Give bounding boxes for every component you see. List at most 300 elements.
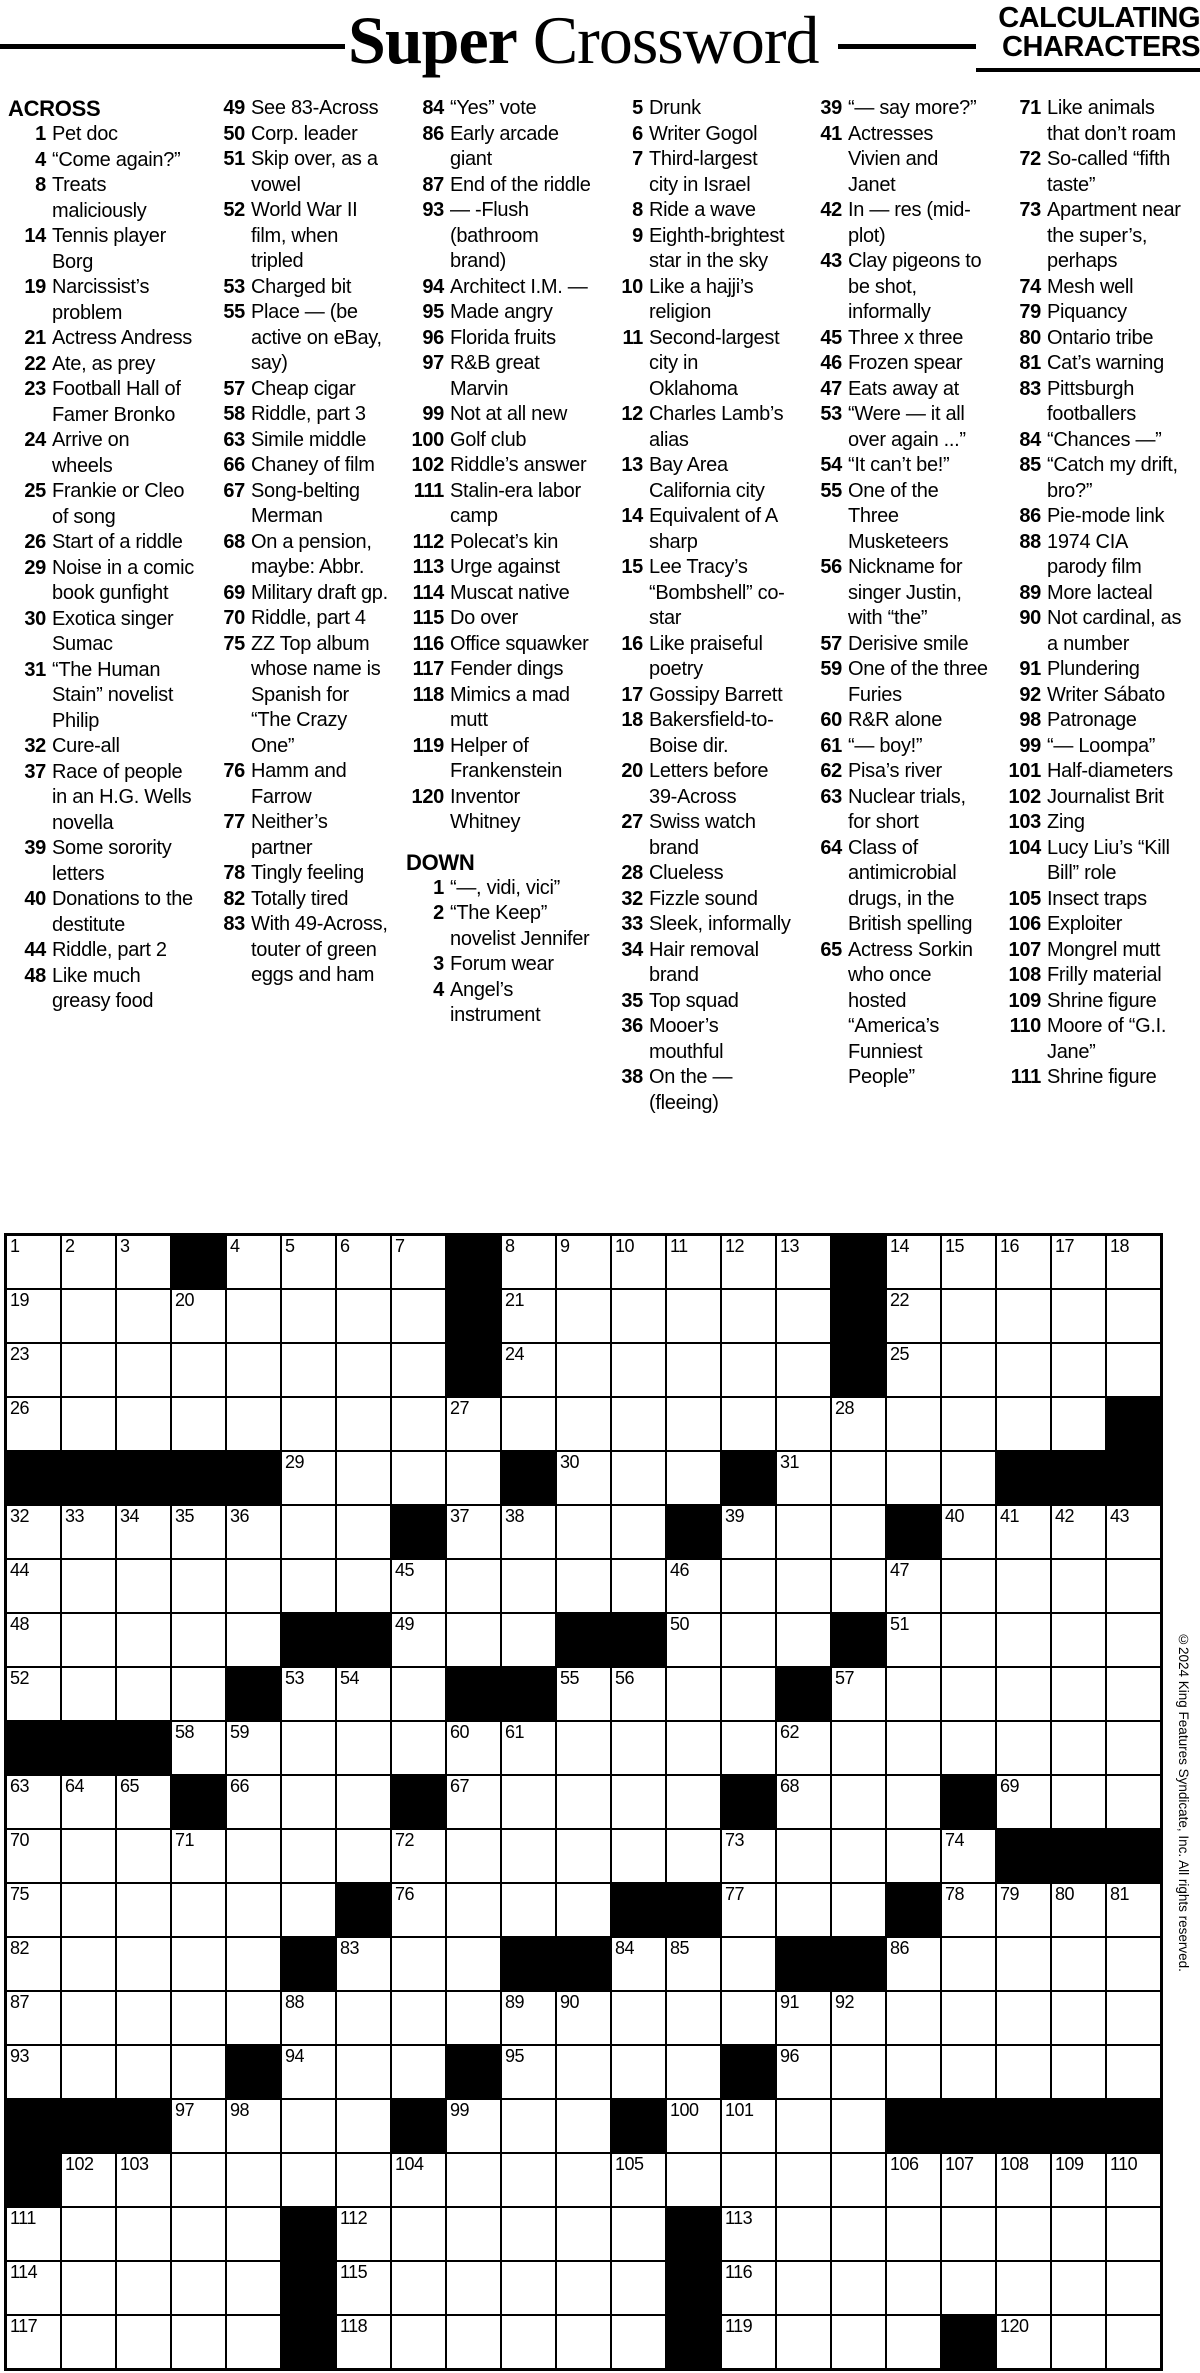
grid-cell[interactable] [941, 1343, 996, 1397]
grid-cell[interactable] [501, 2099, 556, 2153]
grid-cell[interactable] [446, 1397, 501, 1451]
grid-cell[interactable] [336, 2153, 391, 2207]
grid-cell[interactable] [886, 2153, 941, 2207]
grid-cell[interactable] [556, 2261, 611, 2315]
grid-cell[interactable] [501, 2207, 556, 2261]
grid-cell[interactable] [611, 1775, 666, 1829]
grid-cell[interactable] [281, 1883, 336, 1937]
grid-cell[interactable] [721, 1235, 776, 1289]
grid-cell[interactable] [61, 1559, 116, 1613]
grid-cell[interactable] [1106, 1721, 1161, 1775]
grid-cell[interactable] [116, 2153, 171, 2207]
grid-cell[interactable] [281, 1505, 336, 1559]
grid-cell[interactable] [61, 1343, 116, 1397]
grid-cell[interactable] [941, 1289, 996, 1343]
grid-cell[interactable] [721, 2315, 776, 2369]
grid-cell[interactable] [116, 1937, 171, 1991]
grid-cell[interactable] [61, 1883, 116, 1937]
grid-cell[interactable] [281, 1721, 336, 1775]
grid-cell[interactable] [996, 1343, 1051, 1397]
grid-cell[interactable] [556, 1397, 611, 1451]
grid-cell[interactable] [831, 1775, 886, 1829]
grid-cell[interactable] [611, 1937, 666, 1991]
grid-cell[interactable] [391, 1667, 446, 1721]
grid-cell[interactable] [391, 1559, 446, 1613]
grid-cell[interactable] [1106, 1883, 1161, 1937]
grid-cell[interactable] [1106, 1991, 1161, 2045]
grid-cell[interactable] [831, 2207, 886, 2261]
grid-cell[interactable] [831, 1883, 886, 1937]
grid-cell[interactable] [61, 1667, 116, 1721]
grid-cell[interactable] [1106, 2261, 1161, 2315]
grid-cell[interactable] [281, 1559, 336, 1613]
grid-cell[interactable] [1051, 1235, 1106, 1289]
grid-cell[interactable] [336, 1235, 391, 1289]
grid-cell[interactable] [556, 1451, 611, 1505]
grid-cell[interactable] [336, 1343, 391, 1397]
grid-cell[interactable] [116, 1235, 171, 1289]
grid-cell[interactable] [116, 2261, 171, 2315]
grid-cell[interactable] [1106, 1775, 1161, 1829]
grid-cell[interactable] [1051, 2045, 1106, 2099]
grid-cell[interactable] [886, 2261, 941, 2315]
grid-cell[interactable] [831, 2099, 886, 2153]
grid-cell[interactable] [556, 1721, 611, 1775]
grid-cell[interactable] [116, 1505, 171, 1559]
grid-cell[interactable] [666, 1721, 721, 1775]
grid-cell[interactable] [6, 1937, 61, 1991]
grid-cell[interactable] [171, 1397, 226, 1451]
grid-cell[interactable] [996, 2207, 1051, 2261]
grid-cell[interactable] [721, 1991, 776, 2045]
grid-cell[interactable] [446, 1937, 501, 1991]
grid-cell[interactable] [391, 1397, 446, 1451]
grid-cell[interactable] [116, 1991, 171, 2045]
grid-cell[interactable] [556, 1775, 611, 1829]
grid-cell[interactable] [501, 1991, 556, 2045]
grid-cell[interactable] [116, 2207, 171, 2261]
grid-cell[interactable] [171, 1829, 226, 1883]
grid-cell[interactable] [996, 1397, 1051, 1451]
grid-cell[interactable] [886, 2045, 941, 2099]
grid-cell[interactable] [996, 1937, 1051, 1991]
grid-cell[interactable] [776, 1613, 831, 1667]
grid-cell[interactable] [281, 1397, 336, 1451]
grid-cell[interactable] [831, 1505, 886, 1559]
grid-cell[interactable] [1051, 2315, 1106, 2369]
grid-cell[interactable] [611, 2153, 666, 2207]
grid-cell[interactable] [1051, 2153, 1106, 2207]
grid-cell[interactable] [446, 2099, 501, 2153]
grid-cell[interactable] [721, 2261, 776, 2315]
grid-cell[interactable] [776, 1451, 831, 1505]
grid-cell[interactable] [776, 1235, 831, 1289]
grid-cell[interactable] [941, 1721, 996, 1775]
grid-cell[interactable] [336, 1775, 391, 1829]
grid-cell[interactable] [336, 1667, 391, 1721]
grid-cell[interactable] [886, 1667, 941, 1721]
grid-cell[interactable] [391, 1883, 446, 1937]
grid-cell[interactable] [116, 1613, 171, 1667]
grid-cell[interactable] [391, 1289, 446, 1343]
grid-cell[interactable] [941, 2153, 996, 2207]
grid-cell[interactable] [721, 1343, 776, 1397]
grid-cell[interactable] [391, 1991, 446, 2045]
grid-cell[interactable] [226, 1721, 281, 1775]
grid-cell[interactable] [336, 1937, 391, 1991]
grid-cell[interactable] [1051, 1397, 1106, 1451]
grid-cell[interactable] [996, 1721, 1051, 1775]
grid-cell[interactable] [721, 1397, 776, 1451]
grid-cell[interactable] [611, 1829, 666, 1883]
grid-cell[interactable] [886, 2315, 941, 2369]
grid-cell[interactable] [501, 1505, 556, 1559]
grid-cell[interactable] [1106, 2153, 1161, 2207]
grid-cell[interactable] [556, 1505, 611, 1559]
grid-cell[interactable] [611, 1451, 666, 1505]
grid-cell[interactable] [6, 1397, 61, 1451]
grid-cell[interactable] [1106, 1559, 1161, 1613]
grid-cell[interactable] [666, 1829, 721, 1883]
grid-cell[interactable] [446, 2153, 501, 2207]
grid-cell[interactable] [281, 1289, 336, 1343]
grid-cell[interactable] [776, 2315, 831, 2369]
grid-cell[interactable] [611, 1505, 666, 1559]
grid-cell[interactable] [6, 1883, 61, 1937]
grid-cell[interactable] [391, 1721, 446, 1775]
grid-cell[interactable] [886, 1559, 941, 1613]
grid-cell[interactable] [556, 1883, 611, 1937]
grid-cell[interactable] [116, 1775, 171, 1829]
grid-cell[interactable] [886, 1829, 941, 1883]
grid-cell[interactable] [446, 1883, 501, 1937]
grid-cell[interactable] [501, 2045, 556, 2099]
grid-cell[interactable] [6, 2207, 61, 2261]
grid-cell[interactable] [281, 2099, 336, 2153]
grid-cell[interactable] [721, 1505, 776, 1559]
grid-cell[interactable] [996, 1559, 1051, 1613]
grid-cell[interactable] [226, 1775, 281, 1829]
grid-cell[interactable] [6, 2261, 61, 2315]
grid-cell[interactable] [556, 2153, 611, 2207]
grid-cell[interactable] [61, 2045, 116, 2099]
grid-cell[interactable] [226, 1613, 281, 1667]
grid-cell[interactable] [226, 1289, 281, 1343]
grid-cell[interactable] [721, 2153, 776, 2207]
grid-cell[interactable] [61, 1937, 116, 1991]
grid-cell[interactable] [556, 2315, 611, 2369]
grid-cell[interactable] [1106, 1343, 1161, 1397]
grid-cell[interactable] [501, 2153, 556, 2207]
grid-cell[interactable] [61, 1505, 116, 1559]
grid-cell[interactable] [886, 1937, 941, 1991]
grid-cell[interactable] [611, 1667, 666, 1721]
grid-cell[interactable] [336, 1721, 391, 1775]
grid-cell[interactable] [171, 2315, 226, 2369]
grid-cell[interactable] [226, 2099, 281, 2153]
grid-cell[interactable] [61, 1613, 116, 1667]
grid-cell[interactable] [666, 1613, 721, 1667]
grid-cell[interactable] [171, 1667, 226, 1721]
grid-cell[interactable] [171, 1613, 226, 1667]
grid-cell[interactable] [116, 2045, 171, 2099]
grid-cell[interactable] [501, 1775, 556, 1829]
grid-cell[interactable] [116, 1667, 171, 1721]
grid-cell[interactable] [666, 1451, 721, 1505]
grid-cell[interactable] [226, 2153, 281, 2207]
grid-cell[interactable] [941, 1613, 996, 1667]
grid-cell[interactable] [776, 1721, 831, 1775]
grid-cell[interactable] [501, 2315, 556, 2369]
grid-cell[interactable] [831, 1829, 886, 1883]
grid-cell[interactable] [776, 2099, 831, 2153]
grid-cell[interactable] [556, 1829, 611, 1883]
grid-cell[interactable] [886, 1451, 941, 1505]
grid-cell[interactable] [941, 1397, 996, 1451]
grid-cell[interactable] [996, 2261, 1051, 2315]
grid-cell[interactable] [776, 2153, 831, 2207]
grid-cell[interactable] [666, 1343, 721, 1397]
grid-cell[interactable] [501, 1397, 556, 1451]
grid-cell[interactable] [116, 1829, 171, 1883]
grid-cell[interactable] [941, 1451, 996, 1505]
grid-cell[interactable] [226, 1883, 281, 1937]
grid-cell[interactable] [61, 1289, 116, 1343]
grid-cell[interactable] [666, 1397, 721, 1451]
grid-cell[interactable] [281, 1667, 336, 1721]
grid-cell[interactable] [391, 1451, 446, 1505]
grid-cell[interactable] [1106, 2045, 1161, 2099]
grid-cell[interactable] [1051, 1991, 1106, 2045]
grid-cell[interactable] [1106, 1235, 1161, 1289]
grid-cell[interactable] [336, 1505, 391, 1559]
grid-cell[interactable] [996, 1667, 1051, 1721]
grid-cell[interactable] [611, 2045, 666, 2099]
grid-cell[interactable] [941, 2207, 996, 2261]
grid-cell[interactable] [446, 1613, 501, 1667]
grid-cell[interactable] [996, 1289, 1051, 1343]
grid-cell[interactable] [941, 1235, 996, 1289]
grid-cell[interactable] [721, 1829, 776, 1883]
grid-cell[interactable] [391, 1937, 446, 1991]
grid-cell[interactable] [941, 1505, 996, 1559]
grid-cell[interactable] [226, 1235, 281, 1289]
grid-cell[interactable] [281, 1451, 336, 1505]
grid-cell[interactable] [776, 1343, 831, 1397]
grid-cell[interactable] [721, 1721, 776, 1775]
grid-cell[interactable] [336, 1289, 391, 1343]
grid-cell[interactable] [1051, 1613, 1106, 1667]
grid-cell[interactable] [171, 2261, 226, 2315]
grid-cell[interactable] [776, 1775, 831, 1829]
grid-cell[interactable] [831, 1451, 886, 1505]
grid-cell[interactable] [1051, 1775, 1106, 1829]
grid-cell[interactable] [831, 2261, 886, 2315]
grid-cell[interactable] [941, 1991, 996, 2045]
grid-cell[interactable] [226, 1937, 281, 1991]
grid-cell[interactable] [116, 1559, 171, 1613]
grid-cell[interactable] [611, 1991, 666, 2045]
grid-cell[interactable] [171, 2045, 226, 2099]
grid-cell[interactable] [556, 1667, 611, 1721]
grid-cell[interactable] [941, 1667, 996, 1721]
grid-cell[interactable] [556, 1343, 611, 1397]
grid-cell[interactable] [116, 1397, 171, 1451]
grid-cell[interactable] [171, 2153, 226, 2207]
grid-cell[interactable] [446, 1829, 501, 1883]
grid-cell[interactable] [776, 1505, 831, 1559]
grid-cell[interactable] [556, 1289, 611, 1343]
grid-cell[interactable] [61, 1397, 116, 1451]
grid-cell[interactable] [446, 2315, 501, 2369]
grid-cell[interactable] [446, 2207, 501, 2261]
grid-cell[interactable] [391, 1235, 446, 1289]
grid-cell[interactable] [281, 1343, 336, 1397]
grid-cell[interactable] [61, 1775, 116, 1829]
grid-cell[interactable] [996, 1991, 1051, 2045]
grid-cell[interactable] [116, 2315, 171, 2369]
grid-cell[interactable] [1106, 1505, 1161, 1559]
grid-cell[interactable] [886, 1721, 941, 1775]
grid-cell[interactable] [831, 1559, 886, 1613]
grid-cell[interactable] [666, 1667, 721, 1721]
grid-cell[interactable] [391, 2261, 446, 2315]
grid-cell[interactable] [721, 1937, 776, 1991]
grid-cell[interactable] [831, 1397, 886, 1451]
grid-cell[interactable] [776, 1397, 831, 1451]
grid-cell[interactable] [1051, 2207, 1106, 2261]
grid-cell[interactable] [6, 1991, 61, 2045]
grid-cell[interactable] [666, 2045, 721, 2099]
grid-cell[interactable] [556, 1559, 611, 1613]
grid-cell[interactable] [171, 1937, 226, 1991]
grid-cell[interactable] [611, 1343, 666, 1397]
grid-cell[interactable] [556, 2207, 611, 2261]
grid-cell[interactable] [1051, 1937, 1106, 1991]
grid-cell[interactable] [171, 1343, 226, 1397]
grid-cell[interactable] [776, 1883, 831, 1937]
grid-cell[interactable] [721, 2207, 776, 2261]
grid-cell[interactable] [831, 1991, 886, 2045]
grid-cell[interactable] [336, 2207, 391, 2261]
grid-cell[interactable] [336, 1397, 391, 1451]
grid-cell[interactable] [446, 1991, 501, 2045]
grid-cell[interactable] [336, 1559, 391, 1613]
grid-cell[interactable] [721, 1667, 776, 1721]
grid-cell[interactable] [171, 1289, 226, 1343]
grid-cell[interactable] [6, 1829, 61, 1883]
grid-cell[interactable] [226, 1505, 281, 1559]
grid-cell[interactable] [1051, 1883, 1106, 1937]
grid-cell[interactable] [831, 1721, 886, 1775]
grid-cell[interactable] [281, 1991, 336, 2045]
grid-cell[interactable] [611, 2261, 666, 2315]
grid-cell[interactable] [336, 2315, 391, 2369]
grid-cell[interactable] [6, 1343, 61, 1397]
grid-cell[interactable] [611, 1397, 666, 1451]
grid-cell[interactable] [391, 2207, 446, 2261]
grid-cell[interactable] [501, 1829, 556, 1883]
grid-cell[interactable] [1051, 1505, 1106, 1559]
grid-cell[interactable] [886, 1289, 941, 1343]
grid-cell[interactable] [1051, 1721, 1106, 1775]
grid-cell[interactable] [61, 1235, 116, 1289]
grid-cell[interactable] [721, 1559, 776, 1613]
grid-cell[interactable] [996, 1505, 1051, 1559]
grid-cell[interactable] [336, 2099, 391, 2153]
grid-cell[interactable] [226, 1991, 281, 2045]
grid-cell[interactable] [336, 1451, 391, 1505]
grid-cell[interactable] [1106, 1289, 1161, 1343]
grid-cell[interactable] [1051, 1667, 1106, 1721]
grid-cell[interactable] [996, 1775, 1051, 1829]
grid-cell[interactable] [501, 1289, 556, 1343]
grid-cell[interactable] [996, 2045, 1051, 2099]
grid-cell[interactable] [391, 2153, 446, 2207]
grid-cell[interactable] [1051, 1343, 1106, 1397]
grid-cell[interactable] [6, 2315, 61, 2369]
grid-cell[interactable] [226, 2315, 281, 2369]
grid-cell[interactable] [776, 2045, 831, 2099]
grid-cell[interactable] [1106, 1667, 1161, 1721]
grid-cell[interactable] [446, 1559, 501, 1613]
grid-cell[interactable] [391, 2315, 446, 2369]
grid-cell[interactable] [721, 1613, 776, 1667]
grid-cell[interactable] [6, 1505, 61, 1559]
grid-cell[interactable] [446, 2261, 501, 2315]
grid-cell[interactable] [336, 1829, 391, 1883]
grid-cell[interactable] [281, 2153, 336, 2207]
grid-cell[interactable] [1106, 2207, 1161, 2261]
grid-cell[interactable] [1051, 1289, 1106, 1343]
grid-cell[interactable] [996, 2315, 1051, 2369]
grid-cell[interactable] [391, 2045, 446, 2099]
grid-cell[interactable] [941, 1937, 996, 1991]
grid-cell[interactable] [611, 1289, 666, 1343]
grid-cell[interactable] [1106, 1937, 1161, 1991]
grid-cell[interactable] [116, 1289, 171, 1343]
grid-cell[interactable] [501, 1559, 556, 1613]
grid-cell[interactable] [776, 2207, 831, 2261]
grid-cell[interactable] [721, 2099, 776, 2153]
grid-cell[interactable] [281, 2045, 336, 2099]
grid-cell[interactable] [666, 1235, 721, 1289]
grid-cell[interactable] [556, 1235, 611, 1289]
grid-cell[interactable] [171, 2207, 226, 2261]
grid-cell[interactable] [721, 1883, 776, 1937]
grid-cell[interactable] [226, 1829, 281, 1883]
grid-cell[interactable] [1106, 2315, 1161, 2369]
grid-cell[interactable] [226, 2207, 281, 2261]
grid-cell[interactable] [171, 1883, 226, 1937]
grid-cell[interactable] [171, 1505, 226, 1559]
grid-cell[interactable] [6, 1235, 61, 1289]
grid-cell[interactable] [391, 1829, 446, 1883]
grid-cell[interactable] [446, 1775, 501, 1829]
grid-cell[interactable] [666, 2099, 721, 2153]
grid-cell[interactable] [611, 1721, 666, 1775]
grid-cell[interactable] [336, 2045, 391, 2099]
grid-cell[interactable] [61, 2261, 116, 2315]
grid-cell[interactable] [776, 2261, 831, 2315]
grid-cell[interactable] [171, 1991, 226, 2045]
grid-cell[interactable] [226, 2261, 281, 2315]
grid-cell[interactable] [61, 2315, 116, 2369]
grid-cell[interactable] [226, 1397, 281, 1451]
grid-cell[interactable] [996, 1613, 1051, 1667]
grid-cell[interactable] [446, 1451, 501, 1505]
grid-cell[interactable] [886, 1397, 941, 1451]
